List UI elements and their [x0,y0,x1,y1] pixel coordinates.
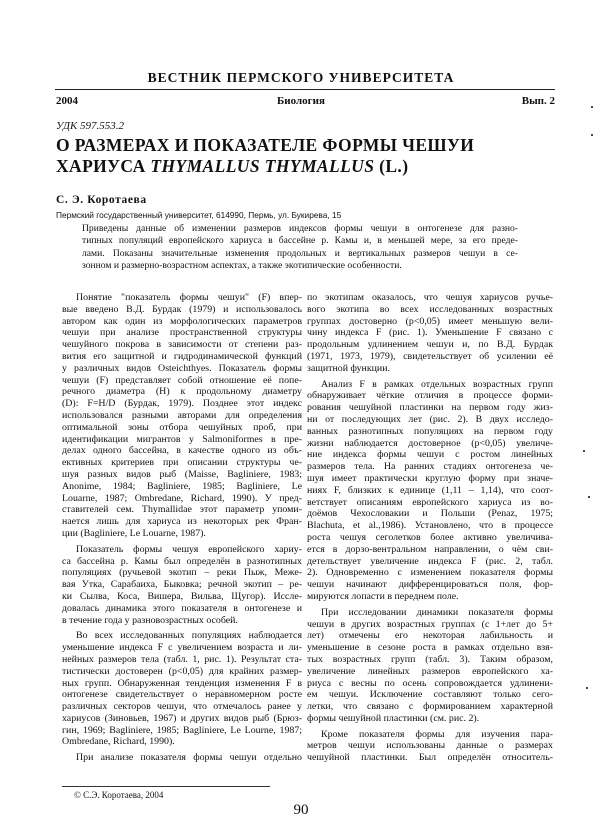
text-line: роста чешуя сеголетков более активно увеличива- [307,531,553,543]
journal-year: 2004 [56,95,78,107]
text-line: защитной функции. [307,362,390,374]
text-line: мируются лопасти в переднем поле. [307,590,459,602]
text-line: формы чешуйной пластинки (см. рис. 2). [307,712,480,724]
text-line: Anonime, 1984; Bagliniere, 1985; Bagliniere, Le [62,480,302,492]
text-line: шуя имеет практически круглую форму при значе- [307,472,553,484]
text-line: Показатель формы чешуя европейского хариу- [76,543,302,555]
text-line: метров чешуи использованы данные о размерах [307,740,553,752]
text-line: довалась динамика этого показателя в онтогенезе и [62,602,302,614]
journal-title: ВЕСТНИК ПЕРМСКОГО УНИВЕРСИТЕТА [147,70,455,85]
text-line: популяциях (ручьевой экотип – реки Пыж, Меже- [62,567,302,579]
paragraph [62,752,302,764]
text-line: уменьшение индекса F с увеличением возраста и ли- [62,642,302,654]
footnote-rule [62,786,270,787]
text-line: ных групп. Обнаруженная тенденция изменения F в [62,677,302,689]
abstract-line: Приведены данные об изменении размеров индексов формы чешуи в онтогенезе для разно- [82,223,518,234]
text-line: группах достоверно (p<0,05) имеет меньшую вели- [307,315,553,327]
text-line: Понятие "показатель формы чешуи" (F) впер- [76,292,302,303]
text-line: ется в дорзо-вентральном направлении, о чём сви- [307,543,553,555]
text-line: детельствует увеличение индекса F (рис. 2, табл. [307,555,553,567]
author-name: С. Э. Коротаева [56,194,147,206]
paragraph [307,379,553,603]
text-line: ставителей сем. Thymallidae этот параметр упоми- [62,504,302,516]
abstract [82,223,518,272]
paragraph [307,607,553,725]
udk-code: УДК 597.553.2 [56,120,125,132]
text-line: обнаруживает чёткие отличия в процессе форми- [307,390,553,402]
journal-section: Биология [277,95,325,107]
text-line: увеличение линейных размеров европейского ха- [307,665,553,677]
text-line: хариусов (Зиновьев, 1967) и других видов рыб (Брюз- [62,712,302,724]
text-line: (D): F=H/D (Бурдак, 1979). Позднее этот индекс [62,398,302,410]
text-line: лет) отмечены его некоторая лабильность и [307,630,553,642]
text-line: Ombredane, Richard, 1990). [62,736,175,748]
text-line: нается лишь для хариуса из некоторых рек Фран- [62,516,302,528]
article-title-line-2 [56,156,408,177]
text-line: продольным удлинением чешуи и, по В.Д. Бурдак [307,339,553,351]
journal-issue: Вып. 2 [521,95,555,107]
text-line: речного диаметра (H) к продольному диаметру [62,386,302,398]
text-line: ки Сылва, Коса, Вишера, Вильва, Щугор). Иссле- [62,590,302,602]
text-line: чешуи начинают дифференцироваться поля, фор- [307,579,553,591]
text-line: использовался разными авторами для определения [62,409,302,421]
text-line: ванных разнотипных популяциях на первом году [307,425,553,437]
text-line: Во всех исследованных популяциях наблюдается [76,630,302,642]
text-line: ние индекса формы чешуи с ростом линейных [307,449,553,461]
text-line: летки, что связано с формированием характерной [307,701,553,713]
title-plain: ХАРИУСА [56,156,151,176]
text-line: различных секторов чешуи, что отмечалось ранее у [62,701,302,713]
text-line: в течение года у разновозрастных особей. [62,614,238,626]
text-line: ниях F, близких к единице (1,11 – 1,14), что соот- [307,484,553,496]
text-line: рования чешуйной пластинки на первом году жиз- [307,402,553,414]
scan-speck [591,134,593,136]
text-line: чешуйного покрова в зависимости от степени раз- [62,339,302,351]
text-line: риуса с весны по осень сопровождается удлинени- [307,677,553,689]
text-line: Анализ F в рамках отдельных возрастных групп [321,378,553,390]
text-line: автором как один из морфологических параметров [62,315,302,327]
paragraph [307,292,553,375]
text-line: гин, 1969; Bagliniere, 1985; Bagliniere, Le Lourne, 1987; [62,724,302,736]
paragraph [307,729,553,764]
paragraph [62,544,302,627]
left-column [62,292,302,768]
text-line: размеров тела. На ранних стадиях онтогенеза че- [307,461,553,473]
text-line: вого экотипа во всех исследованных возрастных [307,303,553,315]
text-line: тистически достоверен (p<0,05) для крайних размер- [62,665,302,677]
text-line: (1971, 1973, 1979), свидетельствует об усилении её [307,350,553,362]
text-line: жизни наблюдается достоверное (p<0,05) увеличе- [307,437,553,449]
text-line: вые введено В.Д. Бурдак (1979) и использовалось [62,303,302,315]
page-number: 90 [293,802,309,818]
text-line: онтогенезе свидетельствует о неравномерном росте [62,689,302,701]
author-affiliation: Пермский государственный университет, 614990, Пермь, ул. Букирева, 15 [56,210,342,220]
text-line: При исследовании динамики показателя формы [321,606,553,618]
text-line: ективных критериев при описании структуры че- [62,457,302,469]
paragraph [62,292,302,540]
abstract-line: лами. Показаны значительные изменения продольных и вертикальных размеров чешуи в се- [82,247,518,259]
scan-speck [583,450,585,452]
title-tail: (L.) [374,156,409,176]
text-line: уменьшение в сезоне роста в рамках отдельно взя- [307,642,553,654]
text-line: делах одного бассейна, в качестве одного из объ- [62,445,302,457]
text-line: са бассейна р. Камы был определён в разнотипных [62,555,302,567]
text-line: ветствует описаниям европейского хариуса из во- [307,496,553,508]
abstract-line: типных популяций европейского хариуса в бассейне р. Камы и, в меньшей мере, за его преде- [82,235,518,247]
abstract-line: зонном и размерно-возрастном аспектах, а также экотипические особенности. [82,259,402,271]
header-rule [55,89,555,90]
text-line: чешуи при анализе пространственной структуры [62,327,302,339]
text-line: 2). Одновременно с изменением показателя формы [307,567,553,579]
text-line: ции (Bagliniere, Le Louarne, 1987). [62,527,206,539]
text-line: вития его защитной и гидродинамической функций [62,350,302,362]
article-title-line-1: О РАЗМЕРАХ И ПОКАЗАТЕЛЕ ФОРМЫ ЧЕШУИ [56,135,475,155]
text-line: ем чешуи. Исключение составляют только сего- [307,689,553,701]
text-line: идентификации мигрантов у Salmoniformes в пре- [62,433,302,445]
copyright-note: © С.Э. Коротаева, 2004 [74,790,164,800]
paragraph [62,630,302,748]
text-line: Кроме показателя формы для изучения пара- [321,728,553,740]
scan-speck [586,687,588,689]
text-line: тых возрастных групп (табл. 3). Таким образом, [307,653,553,665]
text-line: доёмов Чехословакии и Польши (Penaz, 1975; [307,508,553,520]
right-column [307,292,553,768]
text-line: шуя разных видов рыб (Maisse, Bagliniere, 1983; [62,468,302,480]
title-species: THYMALLUS THYMALLUS [150,156,375,176]
text-line: чешуи (F) представляет собой отношение её попе- [62,374,302,386]
text-line: Blachuta, et al.,1986). Установлено, что в процессе [307,520,553,532]
text-line: Louarne, 1987; Ombredane, Richard, 1990). У пред- [62,492,302,504]
scan-speck [588,496,590,498]
text-line: нейных размеров тела (табл. 1, рис. 1). Результат ста- [62,653,302,665]
text-line: по экотипам оказалось, что чешуя хариусов ручье- [307,292,553,303]
text-line: вая Утка, Сарабаиха, Быковка; речной экотип – ре- [62,579,302,591]
text-line: чешуйной пластинки. Был определён относитель- [307,752,553,764]
text-line: чешуи в других возрастных группах (с 1+лет до 5+ [307,618,553,630]
scan-speck [591,106,593,108]
text-line: При анализе показателя формы чешуи отдельно [76,752,302,764]
text-line: у различных видов Osteichthyes. Показатель формы [62,362,302,374]
text-line: оптимальной зоны отбора чешуйных проб, при [62,421,302,433]
text-line: ни от последующих лет (рис. 2). В двух исследо- [307,413,553,425]
text-line: чину индекса F (рис. 1). Уменьшение F связано с [307,327,553,339]
